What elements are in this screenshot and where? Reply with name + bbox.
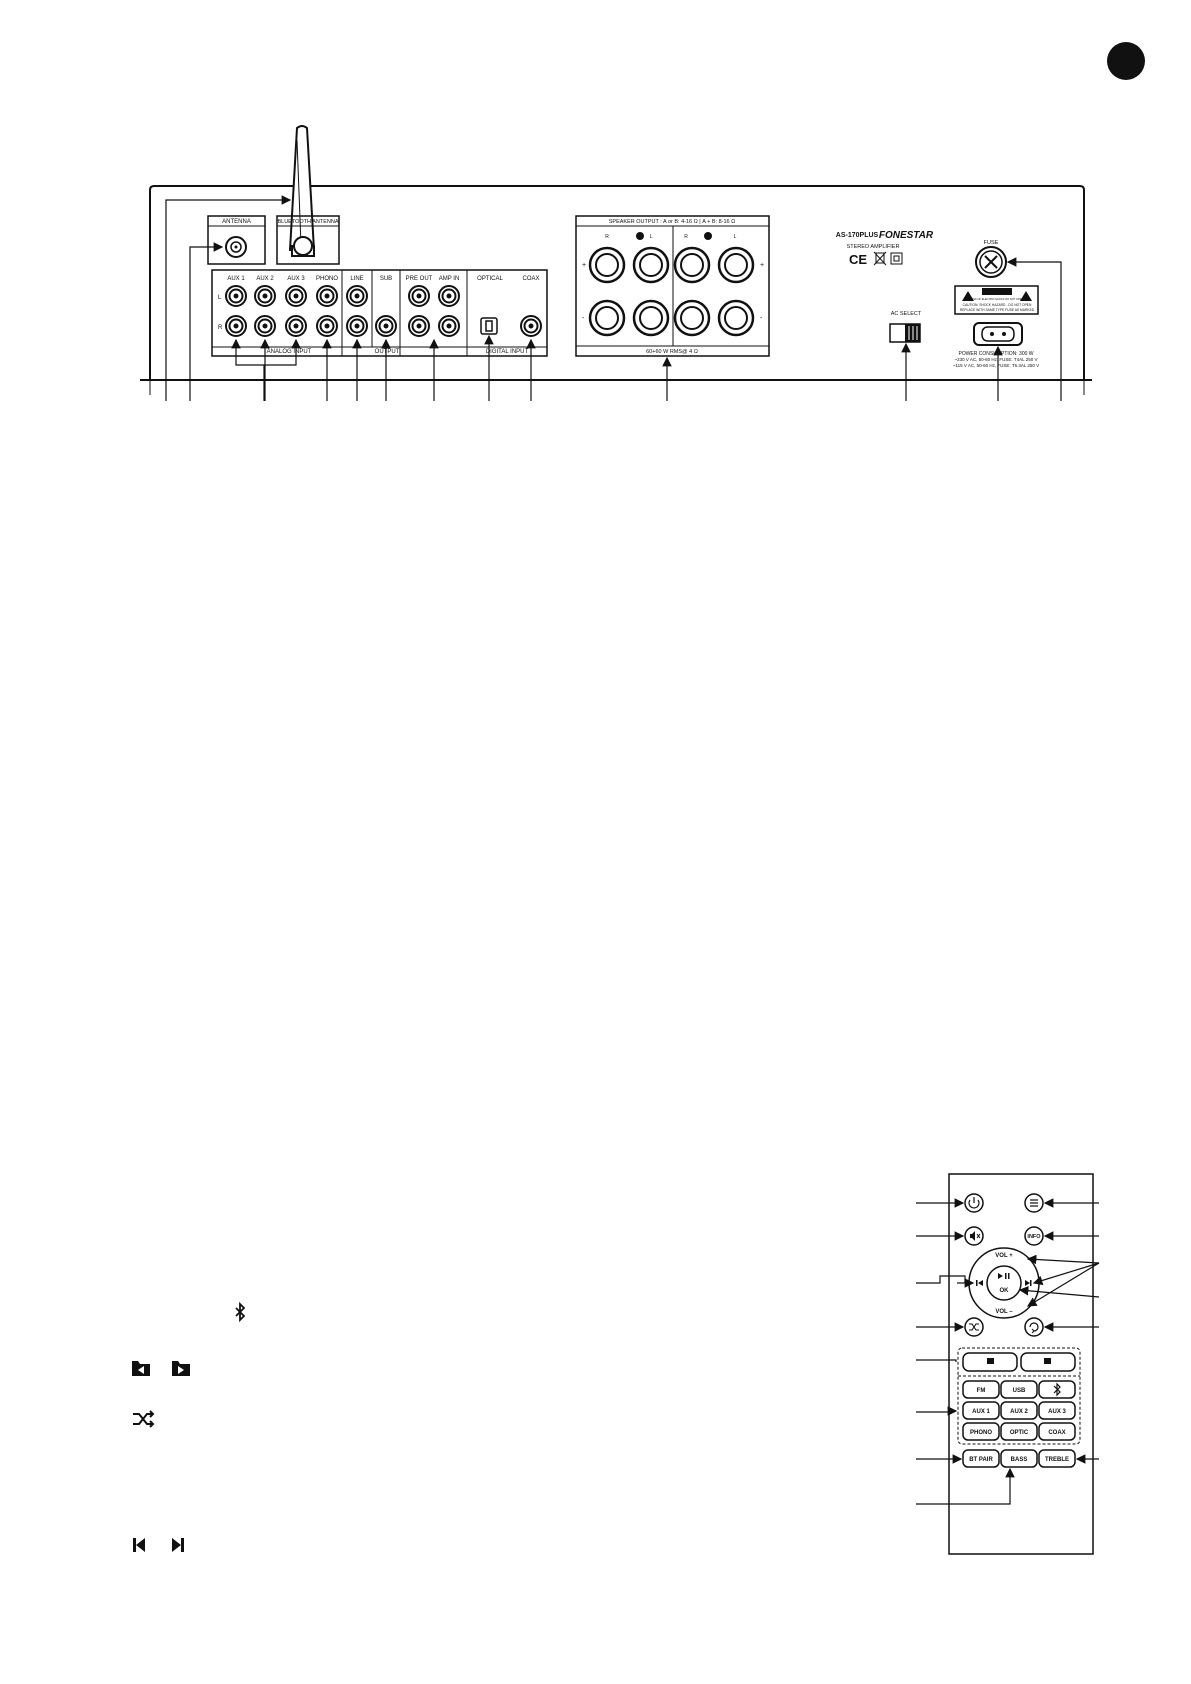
speaker-b-label: B bbox=[638, 234, 642, 240]
label-sub: SUB bbox=[379, 276, 393, 282]
ac-select-label: AC SELECT bbox=[890, 311, 922, 317]
bt-pair-label: BT PAIR bbox=[969, 1457, 993, 1463]
rca-aux3-l[interactable] bbox=[286, 286, 306, 306]
shuffle-button[interactable] bbox=[965, 1318, 983, 1336]
label-optical: OPTICAL bbox=[477, 276, 503, 282]
spk-a-l: L bbox=[733, 234, 737, 240]
spk-plus-right: + bbox=[760, 262, 765, 269]
caution-line2: REPLACE WITH SAME TYPE FUSE AS MARKED bbox=[959, 308, 1035, 312]
page-badge bbox=[1107, 42, 1145, 80]
coax-label: COAX bbox=[1048, 1430, 1066, 1436]
shuffle-icon bbox=[133, 1411, 153, 1427]
digital-input-label: DIGITAL INPUT bbox=[485, 349, 529, 355]
previous-track-icon bbox=[133, 1538, 145, 1552]
spk-b-r: R bbox=[605, 234, 609, 240]
rca-line-l[interactable] bbox=[347, 286, 367, 306]
analog-input-label: ANALOG INPUT bbox=[266, 349, 312, 355]
speaker-output-label: SPEAKER OUTPUT : A or B: 4-16 Ω | A + B: 8-16 Ω bbox=[608, 219, 736, 225]
speaker-a-label: A bbox=[706, 234, 710, 240]
phono-label: PHONO bbox=[969, 1430, 993, 1436]
caution-line1: CAUTION: SHOCK HAZARD - DO NOT OPEN bbox=[962, 303, 1032, 307]
caution-label bbox=[955, 286, 1038, 314]
remote-control bbox=[916, 1174, 1099, 1554]
optic-label: OPTIC bbox=[1009, 1430, 1029, 1436]
folder-prev-button[interactable] bbox=[963, 1353, 1017, 1371]
rca-sub[interactable] bbox=[376, 316, 396, 336]
power-line-1: ~230 V AC, 50-60 Hz, FUSE: T4AL 250 V bbox=[954, 357, 1038, 362]
model-name: AS-170PLUS bbox=[835, 232, 879, 239]
label-coax: COAX bbox=[522, 276, 540, 282]
row-l-label: L bbox=[218, 295, 222, 301]
rca-amp-in-l[interactable] bbox=[439, 286, 459, 306]
fm-label: FM bbox=[976, 1388, 986, 1394]
vol-plus-label[interactable]: VOL + bbox=[995, 1253, 1013, 1259]
ok-label: OK bbox=[999, 1288, 1009, 1294]
aux2-label: AUX 2 bbox=[1010, 1409, 1028, 1415]
spk-minus-left: - bbox=[582, 315, 585, 322]
power-button[interactable] bbox=[965, 1194, 983, 1212]
label-aux3: AUX 3 bbox=[287, 276, 305, 282]
info-label: INFO bbox=[1027, 1234, 1041, 1240]
speaker-post-b-l-plus[interactable] bbox=[634, 248, 668, 282]
bluetooth-icon bbox=[236, 1304, 244, 1320]
rca-aux3-r[interactable] bbox=[286, 316, 306, 336]
aux3-label: AUX 3 bbox=[1048, 1409, 1066, 1415]
input-panel bbox=[212, 270, 547, 356]
spk-plus-left: + bbox=[582, 262, 587, 269]
ce-mark: CE bbox=[848, 252, 868, 267]
rca-aux1-l[interactable] bbox=[226, 286, 246, 306]
rca-phono-l[interactable] bbox=[317, 286, 337, 306]
rca-aux2-l[interactable] bbox=[255, 286, 275, 306]
rca-pre-out-r[interactable] bbox=[409, 316, 429, 336]
treble-label: TREBLE bbox=[1045, 1457, 1069, 1463]
speaker-post-b-l-minus[interactable] bbox=[634, 301, 668, 335]
label-aux1: AUX 1 bbox=[227, 276, 245, 282]
vol-minus-label[interactable]: VOL – bbox=[995, 1309, 1013, 1315]
weee-icon bbox=[874, 252, 886, 265]
fuse-label: FUSE bbox=[983, 240, 999, 246]
caution-subtext: RISK OF ELECTRIC SHOCK DO NOT OPEN bbox=[970, 298, 1024, 301]
folder-next-icon bbox=[172, 1361, 190, 1376]
label-pre-out: PRE OUT bbox=[405, 276, 433, 282]
bass-label: BASS bbox=[1010, 1457, 1028, 1463]
double-insulation-icon bbox=[891, 253, 902, 264]
speaker-post-a-r-minus[interactable] bbox=[675, 301, 709, 335]
ac-select-switch[interactable] bbox=[890, 324, 920, 342]
rca-line-r[interactable] bbox=[347, 316, 367, 336]
output-label: OUTPUT bbox=[374, 349, 400, 355]
bluetooth-antenna bbox=[290, 126, 314, 256]
rca-amp-in-r[interactable] bbox=[439, 316, 459, 336]
speaker-post-b-r-minus[interactable] bbox=[590, 301, 624, 335]
speaker-post-a-l-plus[interactable] bbox=[719, 248, 753, 282]
product-subtitle: STEREO AMPLIFIER bbox=[846, 244, 900, 250]
row-r-label: R bbox=[218, 325, 223, 331]
rca-aux2-r[interactable] bbox=[255, 316, 275, 336]
speaker-post-a-r-plus[interactable] bbox=[675, 248, 709, 282]
fuse-holder[interactable] bbox=[976, 247, 1006, 277]
mute-button[interactable] bbox=[965, 1227, 983, 1245]
brand-logo: FONESTAR bbox=[878, 230, 934, 241]
spk-b-l: L bbox=[649, 234, 653, 240]
label-line: LINE bbox=[350, 276, 364, 282]
rear-panel bbox=[140, 126, 1092, 401]
antenna-label: ANTENNA bbox=[222, 219, 251, 225]
caution-title: CAUTION bbox=[985, 290, 1009, 296]
power-consumption: POWER CONSUMPTION: 300 W bbox=[958, 351, 1034, 357]
folder-prev-icon bbox=[132, 1361, 150, 1376]
aux1-label: AUX 1 bbox=[972, 1409, 990, 1415]
rca-aux1-r[interactable] bbox=[226, 316, 246, 336]
label-phono: PHONO bbox=[315, 276, 339, 282]
rca-phono-r[interactable] bbox=[317, 316, 337, 336]
menu-button[interactable] bbox=[1025, 1194, 1043, 1212]
rca-pre-out-l[interactable] bbox=[409, 286, 429, 306]
bt-antenna-label: BLUETOOTH ANTENNA bbox=[277, 219, 339, 225]
ac-inlet[interactable] bbox=[974, 323, 1022, 345]
next-track-icon bbox=[172, 1538, 184, 1552]
spk-a-r: R bbox=[684, 234, 688, 240]
usb-label: USB bbox=[1012, 1388, 1026, 1394]
label-amp-in: AMP IN bbox=[438, 276, 460, 282]
label-aux2: AUX 2 bbox=[256, 276, 274, 282]
speaker-post-b-r-plus[interactable] bbox=[590, 248, 624, 282]
power-line-2: ~115 V AC, 50-60 Hz, FUSE: T6.3AL 250 V bbox=[952, 363, 1040, 368]
speaker-power-label: 60+60 W RMS@ 4 Ω bbox=[646, 349, 698, 355]
repeat-button[interactable] bbox=[1025, 1318, 1043, 1336]
spk-minus-right: - bbox=[760, 315, 763, 322]
play-ok-button[interactable] bbox=[987, 1266, 1021, 1300]
rca-coax[interactable] bbox=[521, 316, 541, 336]
speaker-post-a-l-minus[interactable] bbox=[719, 301, 753, 335]
folder-next-button[interactable] bbox=[1021, 1353, 1075, 1371]
